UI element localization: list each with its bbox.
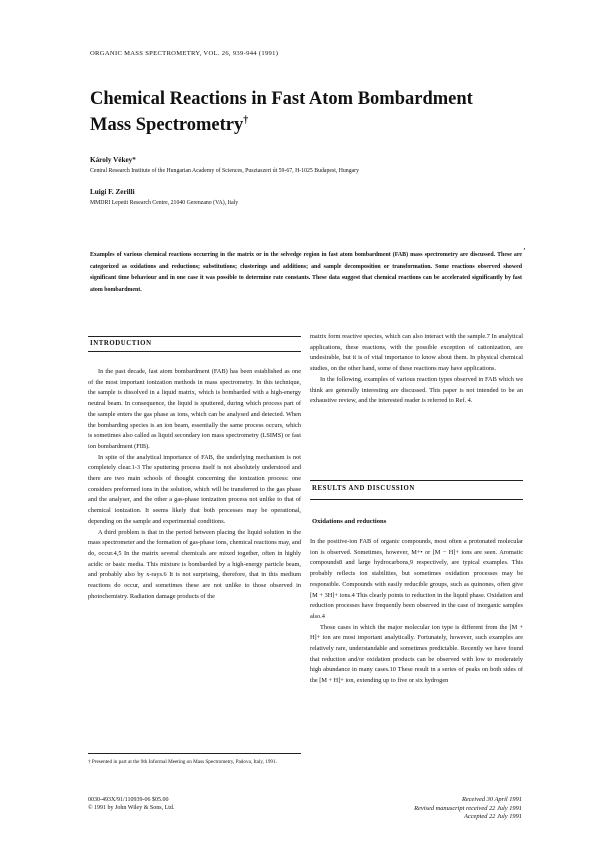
author-name: Luigi F. Zerilli [90,188,135,196]
paragraph: In the following, examples of various reaction types observed in FAB which we think are generally interesting are discussed. This paper is not intended to be an exhaustive review, and the interested reader is referred to Ref. 4. [310,375,523,405]
heading-rule [310,499,523,500]
left-column [88,367,301,749]
heading-rule [88,336,301,337]
footnote-rule [88,753,301,754]
section-heading-introduction: INTRODUCTION [90,340,152,347]
title-footnote-mark: † [243,115,249,126]
issn-code: 0030-493X/91/110939-06 $05.00 [88,797,169,803]
title-line-1: Chemical Reactions in Fast Atom Bombardment [90,89,473,109]
accepted-date: Accepted 22 July 1991 [463,813,522,821]
margin-mark: ‚ [523,242,526,251]
footnote: † Presented in part at the 9th Informal Meeting on Mass Spectrometry, Padova, Italy, 1991. [88,759,277,765]
heading-rule [88,351,301,352]
paragraph: A third problem is that in the period between placing the liquid solution in the mass spectrometer and the formation of gas-phase ions, chemical reactions may, and do, occur.4,5 In the matrix several chemicals are mixed together, often in highly acidic or basic media. This mixture is bombarded by a high-energy particle beam, and probably also by x-rays.6 It is not surprising, therefore, that in this medium reactions do occur, and sometimes these are not unlike to those observed in photochemistry. Radiation damage products of the [88,528,301,600]
title-line-2: Mass Spectrometry [90,115,244,136]
author-affiliation: Central Research Institute of the Hungarian Academy of Sciences, Pusztaszeri út 59-67, H-1025 Budapest, Hungary [90,168,359,174]
paragraph: In spite of the analytical importance of FAB, the underlying mechanism is not completely clear.1-3 The sputtering process itself is not absolutely understood and there are two main schools of thought concerning the ionization process: one considers preformed ions in the solution, which will be transferred to the gas phase and the analyser, and the other a gas-phase ionization process not unlike to that of chemical ionization. It seems likely that both processes may be operational, depending on the sample and experimental conditions. [88,453,301,525]
paragraph: Those cases in which the major molecular ion type is different from the [M + H]+ ion are most important analytically. Fortunately, however, such examples are relatively rare, understandable and sometimes predictable. Recently we have found that reduction and/or oxidation products can be observed with low to moderately high abundance in many cases.10 These result in a series of peaks on both sides of the [M + H]+ ion, extending up to five or six hydrogen [310,623,523,685]
received-date: Received 30 April 1991 [461,796,522,803]
right-column-top [310,332,523,464]
right-column-bottom [310,537,523,783]
revised-date: Revised manuscript received 22 July 1991 [414,804,522,812]
article-title [90,88,530,136]
paragraph: In the positive-ion FAB of organic compounds, most often a protonated molecular ion is observed. Sometimes, however, M+• or [M − H]+ ions are seen. Aromatic compounds8 and large hydrocarbons,9 respectively, are typical examples. This probably reflects ion stabilities, but sometimes oxidation processes may be responsible. Compounds with easily reducible groups, such as quinones, often give [M + 3H]+ ions.4 This clearly points to reduction in the liquid phase. Oxidation and reduction processes have frequently been observed in the case of inorganic samples also.4 [310,538,523,620]
subsection-heading-oxidations: Oxidations and reductions [312,518,387,525]
footer-dates [414,796,522,822]
footer-publication-info [88,796,174,813]
author-name: Károly Vékey* [90,156,136,164]
abstract: Examples of various chemical reactions occurring in the matrix or in the selvedge region in fast atom bombardment (FAB) mass spectrometry are discussed. These are categorized as oxidations and reductions; substitutions; clusterings and additions; and sample decomposition or transformation. Some reactions observed showed significant time behaviour and in one case it was possible to determine rate constants. These data suggest that chemical reactions can be accelerated significantly by fast atom bombardment. [90,252,522,293]
paragraph: matrix form reactive species, which can also interact with the sample.7 In analytical applications, these reactions, with the possible exception of cationization, are undesirable, but it is of vital importance to know about them. In physical chemical studies, on the other hand, some of these reactions may have applications. [310,333,523,373]
journal-header: ORGANIC MASS SPECTROMETRY, VOL. 26, 939-944 (1991) [90,50,279,57]
author-affiliation: MMDRI Lepetit Research Centre, 21040 Gerenzano (VA), Italy [90,200,239,206]
paragraph: In the past decade, fast atom bombardment (FAB) has been established as one of the most important ionization methods in mass spectrometry. In this technique, the sample is dissolved in a liquid matrix, which is bombarded with a high-energy neutral beam. In consequence, the liquid is sputtered, during which process part of the sample enters the gas phase as ions, which can be analysed and detected. When the bombarding species is an ion beam, essentially the same process occurs, which is sometimes also called as liquid secondary ion mass spectrometry (LSIMS) or fast ion bombardment (FIB). [88,368,301,450]
section-heading-results: RESULTS AND DISCUSSION [312,485,415,492]
copyright-line: © 1991 by John Wiley & Sons, Ltd. [88,805,175,812]
heading-rule [310,480,523,481]
